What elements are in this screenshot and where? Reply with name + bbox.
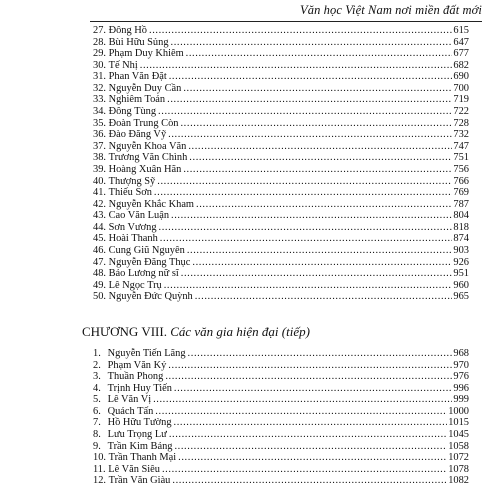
entry-number: 2. — [93, 359, 101, 371]
toc-entry — [93, 106, 469, 118]
toc-entry — [93, 383, 469, 395]
entry-page-number: 926 — [453, 256, 469, 268]
toc-entry — [93, 210, 469, 222]
dot-leader — [160, 233, 453, 245]
entry-title: Lưu Trọng Lư — [107, 429, 167, 441]
dot-leader — [165, 371, 452, 383]
entry-title: Tế Nhị — [108, 59, 138, 71]
entry-number: 49. — [93, 279, 106, 291]
entry-number: 38. — [93, 152, 106, 164]
entry-number: 35. — [93, 117, 106, 129]
entry-page-number: 996 — [453, 382, 469, 394]
entry-page-number: 818 — [453, 221, 469, 233]
toc-entry — [93, 245, 469, 257]
entry-number: 40. — [93, 175, 106, 187]
toc-entry — [93, 280, 469, 292]
entry-title: Nguyễn Đăng Thục — [108, 256, 191, 268]
entry-number: 37. — [93, 140, 106, 152]
dot-leader — [178, 452, 447, 464]
entry-page-number: 970 — [453, 359, 469, 371]
dot-leader — [168, 129, 452, 141]
entry-page-number: 804 — [453, 210, 469, 222]
entry-page-number: 1000 — [448, 405, 469, 417]
entry-page-number: 1058 — [448, 440, 469, 452]
entry-number: 7. — [93, 417, 101, 429]
entry-title: Nguyễn Duy Cần — [108, 82, 182, 94]
toc-entry — [93, 464, 469, 476]
entry-number: 48. — [93, 268, 106, 280]
entry-page-number: 766 — [453, 175, 469, 187]
entry-page-number: 615 — [453, 25, 469, 36]
entry-title: Thuần Phong — [107, 371, 164, 383]
entry-title: Cao Văn Luận — [108, 210, 170, 222]
dot-leader — [174, 417, 448, 429]
entry-number: 28. — [93, 36, 106, 48]
entry-page-number: 722 — [453, 106, 469, 118]
entry-page-number: 976 — [453, 371, 469, 383]
toc-entry — [93, 94, 469, 106]
dot-leader — [157, 176, 452, 188]
entry-page-number: 732 — [453, 129, 469, 141]
dot-leader — [180, 118, 452, 130]
entry-title: Trương Văn Chình — [108, 152, 188, 164]
entry-number: 11. — [93, 463, 106, 475]
chapter-label: CHƯƠNG VIII. — [82, 324, 167, 339]
entry-page-number: 769 — [453, 187, 469, 199]
toc-entry — [93, 394, 469, 406]
toc-entry — [93, 222, 469, 234]
toc-entry — [93, 187, 469, 199]
toc-entry — [93, 406, 469, 418]
entry-page-number: 719 — [453, 94, 469, 106]
entry-number: 44. — [93, 221, 106, 233]
entry-title: Bảo Lương nữ sĩ — [108, 268, 179, 280]
entry-number: 9. — [93, 440, 101, 452]
toc-entry — [93, 176, 469, 188]
entry-page-number: 647 — [453, 36, 469, 48]
toc-entry — [93, 71, 469, 83]
entry-number: 50. — [93, 291, 106, 303]
entry-title: Sơn Vương — [108, 221, 157, 233]
entry-title: Nguyễn Đức Quỳnh — [108, 291, 193, 303]
entry-page-number: 1015 — [448, 417, 469, 429]
entry-title: Thượng Sỹ — [108, 175, 156, 187]
toc-entry — [93, 371, 469, 383]
toc-entry — [93, 129, 469, 141]
dot-leader — [188, 141, 452, 153]
entry-title: Thiếu Sơn — [108, 187, 152, 199]
entry-page-number: 968 — [453, 348, 469, 359]
toc-entry — [93, 257, 469, 269]
entry-number: 46. — [93, 244, 106, 256]
entry-number: 6. — [93, 405, 101, 417]
dot-leader — [186, 48, 453, 60]
dot-leader — [169, 71, 453, 83]
entry-page-number: 787 — [453, 198, 469, 210]
chapter-heading — [82, 324, 482, 340]
entry-title: Phạm Duy Khiêm — [108, 48, 184, 60]
entry-title: Cung Giũ Nguyên — [108, 244, 185, 256]
entry-title: Quách Tấn — [107, 405, 154, 417]
entry-title: Nguyễn Tiến Lãng — [107, 348, 186, 359]
dot-leader — [174, 383, 453, 395]
entry-page-number: 1078 — [448, 463, 469, 475]
entry-number: 45. — [93, 233, 106, 245]
toc-entry — [93, 417, 469, 429]
entry-page-number: 1072 — [448, 452, 469, 464]
toc-entry — [93, 152, 469, 164]
entry-number: 3. — [93, 371, 101, 383]
entry-title: Phan Văn Đặt — [108, 71, 167, 83]
toc-entry — [93, 360, 469, 372]
header-rule — [90, 21, 482, 22]
entry-title: Đông Hồ — [108, 25, 147, 36]
dot-leader — [168, 360, 452, 372]
entry-page-number: 747 — [453, 140, 469, 152]
entry-title: Lê Văn Vị — [107, 394, 152, 406]
entry-title: Lê Văn Siêu — [108, 463, 160, 475]
entry-number: 39. — [93, 163, 106, 175]
dot-leader — [149, 25, 452, 37]
entry-title: Hồ Hữu Tường — [107, 417, 172, 429]
dot-leader — [171, 37, 453, 49]
entry-title: Lê Ngọc Trụ — [108, 279, 162, 291]
toc-entry — [93, 452, 469, 464]
entry-number: 43. — [93, 210, 106, 222]
entry-number: 33. — [93, 94, 106, 106]
entry-title: Đào Đăng Vỹ — [108, 129, 167, 141]
entry-page-number: 682 — [453, 59, 469, 71]
entry-title: Phạm Văn Ký — [107, 359, 167, 371]
dot-leader — [155, 406, 447, 418]
entry-number: 10. — [93, 452, 106, 464]
entry-page-number: 965 — [453, 291, 469, 303]
entry-number: 12. — [93, 475, 106, 487]
toc-entry — [93, 25, 469, 37]
entry-number: 8. — [93, 429, 101, 441]
toc-entry — [93, 475, 469, 487]
entry-page-number: 951 — [453, 268, 469, 280]
entry-title: Trần Kim Bảng — [107, 440, 173, 452]
chapter-subtitle: Các văn gia hiện đại (tiếp) — [170, 324, 310, 339]
dot-leader — [154, 187, 452, 199]
entry-title: Hoài Thanh — [108, 233, 158, 245]
entry-title: Đông Tùng — [108, 106, 157, 118]
toc-list-part1 — [93, 25, 469, 303]
entry-number: 5. — [93, 394, 101, 406]
dot-leader — [181, 268, 453, 280]
entry-number: 42. — [93, 198, 106, 210]
entry-number: 47. — [93, 256, 106, 268]
entry-number: 36. — [93, 129, 106, 141]
toc-entry — [93, 348, 469, 360]
entry-page-number: 700 — [453, 82, 469, 94]
toc-entry — [93, 83, 469, 95]
entry-title: Bùi Hữu Sủng — [108, 36, 169, 48]
entry-title: Nguyễn Khắc Kham — [108, 198, 195, 210]
dot-leader — [140, 60, 453, 72]
entry-page-number: 751 — [453, 152, 469, 164]
entry-number: 27. — [93, 25, 106, 36]
toc-entry — [93, 164, 469, 176]
dot-leader — [167, 94, 452, 106]
entry-page-number: 1082 — [448, 475, 469, 487]
entry-page-number: 960 — [453, 279, 469, 291]
dot-leader — [164, 280, 453, 292]
dot-leader — [153, 394, 452, 406]
toc-entry — [93, 118, 469, 130]
entry-number: 41. — [93, 187, 106, 199]
entry-title: Nguyễn Khoa Văn — [108, 140, 187, 152]
running-header: Văn học Việt Nam nơi miền đất mới — [299, 3, 482, 17]
entry-number: 34. — [93, 106, 106, 118]
entry-title: Đoàn Trung Còn — [108, 117, 179, 129]
entry-title: Trần Thanh Mại — [108, 452, 177, 464]
toc-entry — [93, 37, 469, 49]
entry-number: 4. — [93, 382, 101, 394]
entry-number: 32. — [93, 82, 106, 94]
toc-entry — [93, 268, 469, 280]
entry-page-number: 1045 — [448, 429, 469, 441]
dot-leader — [171, 210, 452, 222]
entry-title: Nghiêm Toản — [108, 94, 166, 106]
toc-entry — [93, 233, 469, 245]
entry-number: 29. — [93, 48, 106, 60]
entry-title: Trịnh Huy Tiến — [107, 382, 172, 394]
toc-entry — [93, 48, 469, 60]
dot-leader — [174, 441, 447, 453]
dot-leader — [169, 429, 447, 441]
dot-leader — [162, 464, 447, 476]
entry-page-number: 756 — [453, 163, 469, 175]
entry-page-number: 903 — [453, 244, 469, 256]
dot-leader — [158, 106, 452, 118]
dot-leader — [196, 199, 452, 211]
entry-number: 31. — [93, 71, 106, 83]
dot-leader — [183, 164, 452, 176]
entry-title: Hoàng Xuân Hãn — [108, 163, 182, 175]
toc-entry — [93, 441, 469, 453]
entry-page-number: 690 — [453, 71, 469, 83]
toc-entry — [93, 291, 469, 303]
dot-leader — [188, 348, 453, 360]
dot-leader — [159, 222, 453, 234]
dot-leader — [183, 83, 452, 95]
dot-leader — [187, 245, 453, 257]
toc-entry — [93, 60, 469, 72]
toc-entry — [93, 429, 469, 441]
toc-entry — [93, 199, 469, 211]
dot-leader — [192, 257, 452, 269]
entry-title: Trần Văn Giàu — [108, 475, 171, 487]
entry-page-number: 677 — [453, 48, 469, 60]
entry-page-number: 874 — [453, 233, 469, 245]
entry-page-number: 728 — [453, 117, 469, 129]
entry-number: 1. — [93, 348, 101, 359]
dot-leader — [189, 152, 452, 164]
entry-page-number: 999 — [453, 394, 469, 406]
toc-list-part2 — [93, 348, 469, 487]
dot-leader — [195, 291, 453, 303]
toc-entry — [93, 141, 469, 153]
entry-number: 30. — [93, 59, 106, 71]
dot-leader — [172, 475, 447, 487]
